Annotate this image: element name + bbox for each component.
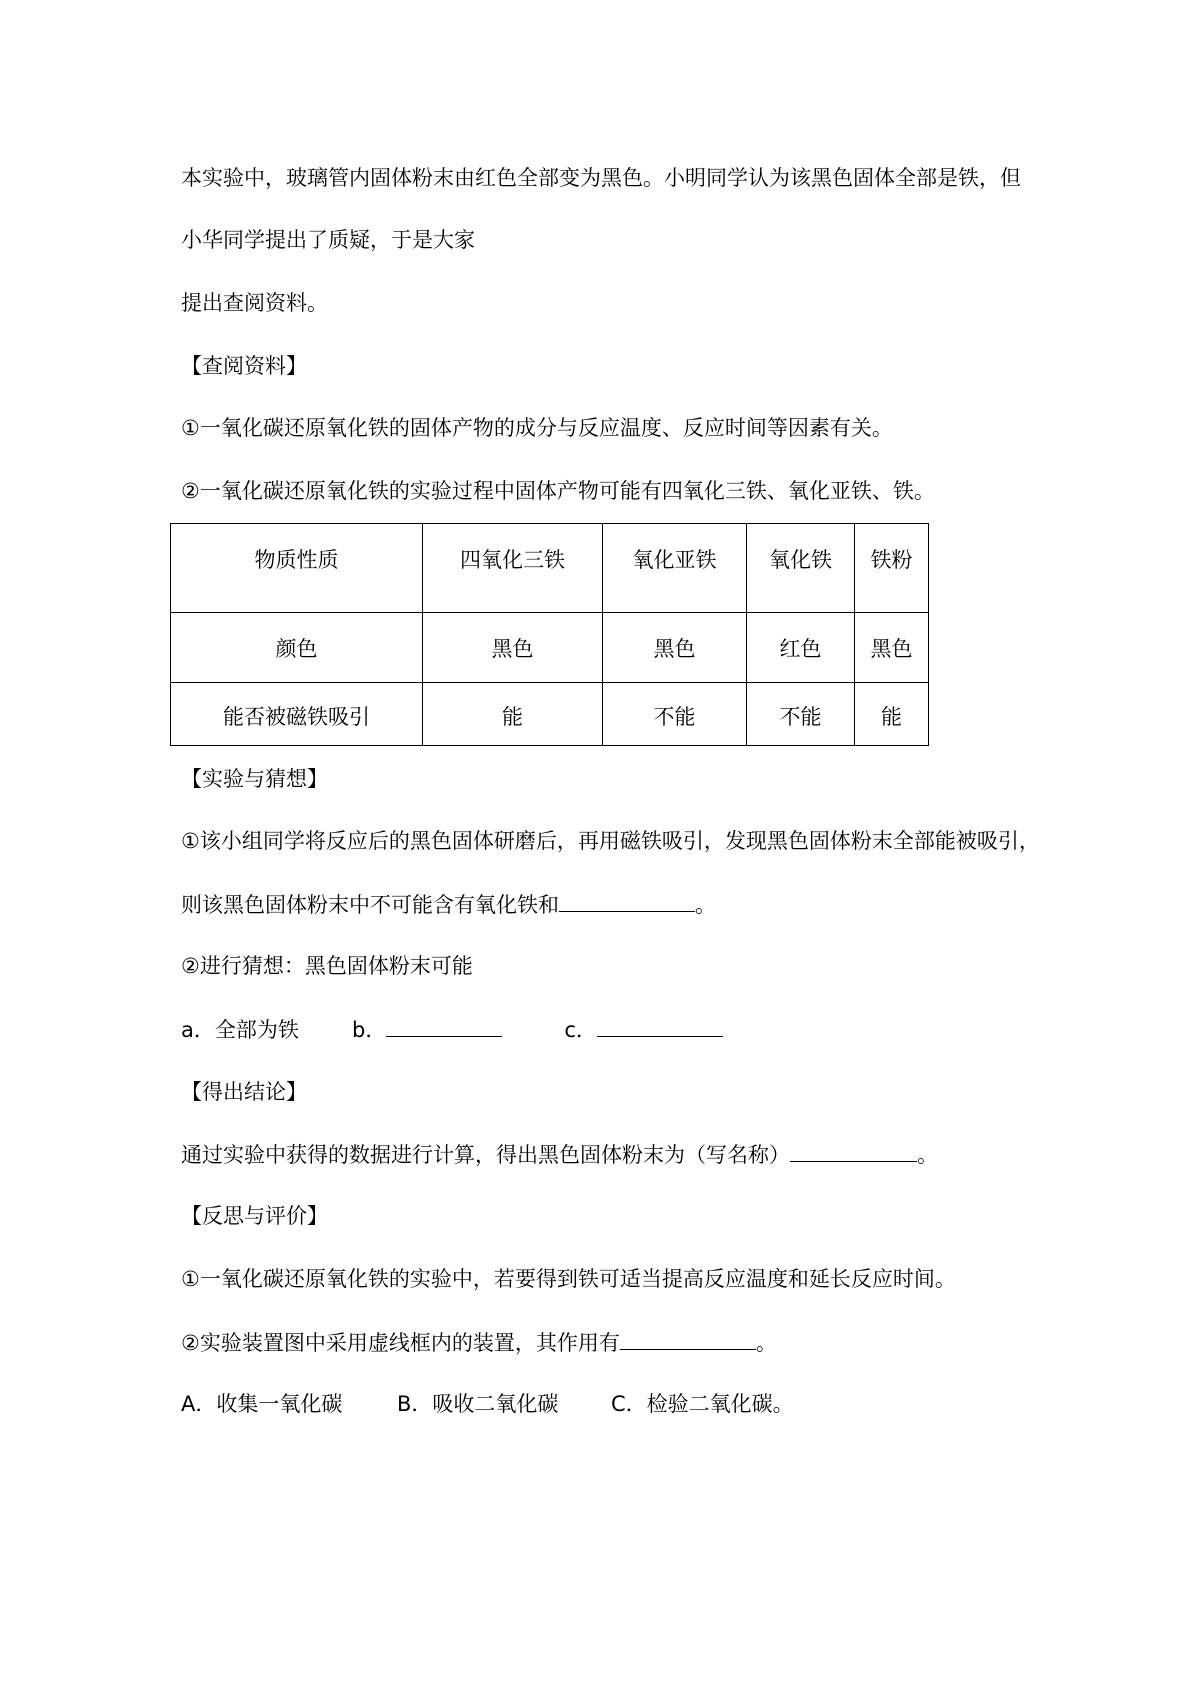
answer-blank[interactable] — [620, 1328, 756, 1350]
table-cell: 能 — [423, 683, 603, 746]
experiment-heading: 【实验与猜想】 — [181, 767, 328, 791]
table-cell: 黑色 — [603, 613, 747, 683]
intro-line-2: 小华同学提出了质疑，于是大家 — [181, 228, 475, 252]
properties-table — [170, 523, 929, 746]
reflection-item-1: ①一氧化碳还原氧化铁的实验中，若要得到铁可适当提高反应温度和延长反应时间。 — [181, 1267, 956, 1291]
guess-a: a．全部为铁 — [181, 1018, 299, 1042]
conclusion-text — [181, 1140, 938, 1168]
experiment-item-1-line-1: ①该小组同学将反应后的黑色固体研磨后，再用磁铁吸引，发现黑色固体粉末全部能被吸引， — [181, 829, 1040, 853]
punctuation: 。 — [695, 893, 716, 917]
reflection-item-2-text: ②实验装置图中采用虚线框内的装置，其作用有 — [181, 1331, 620, 1355]
guess-options — [181, 1015, 723, 1043]
punctuation: 。 — [917, 1143, 938, 1167]
table-header-cell: 铁粉 — [855, 524, 929, 613]
answer-blank[interactable] — [790, 1140, 917, 1162]
answer-blank[interactable] — [559, 890, 695, 912]
table-cell: 能否被磁铁吸引 — [171, 683, 423, 746]
table-header-cell: 氧化亚铁 — [603, 524, 747, 613]
experiment-item-2: ②进行猜想：黑色固体粉末可能 — [181, 954, 473, 978]
table-header-cell: 氧化铁 — [747, 524, 855, 613]
table-cell: 不能 — [747, 683, 855, 746]
table-header-row — [171, 524, 929, 613]
table-cell: 不能 — [603, 683, 747, 746]
table-cell: 红色 — [747, 613, 855, 683]
conclusion-heading: 【得出结论】 — [181, 1080, 307, 1104]
lookup-item-2: ②一氧化碳还原氧化铁的实验过程中固体产物可能有四氧化三铁、氧化亚铁、铁。 — [181, 479, 935, 503]
reflection-heading: 【反思与评价】 — [181, 1204, 328, 1228]
table-cell: 颜色 — [171, 613, 423, 683]
guess-b-label: b． — [352, 1018, 387, 1042]
lookup-item-1: ①一氧化碳还原氧化铁的固体产物的成分与反应温度、反应时间等因素有关。 — [181, 416, 893, 440]
reflection-options — [181, 1390, 794, 1418]
table-cell: 黑色 — [423, 613, 603, 683]
table-row — [171, 613, 929, 683]
option-b: B．吸收二氧化碳 — [397, 1392, 559, 1416]
answer-blank[interactable] — [597, 1015, 723, 1037]
lookup-heading: 【查阅资料】 — [181, 354, 307, 378]
option-c: C．检验二氧化碳。 — [611, 1392, 794, 1416]
conclusion-prefix: 通过实验中获得的数据进行计算，得出黑色固体粉末为（写名称） — [181, 1143, 790, 1167]
table-cell: 黑色 — [855, 613, 929, 683]
guess-c-label: c． — [564, 1018, 597, 1042]
experiment-item-1-text: 则该黑色固体粉末中不可能含有氧化铁和 — [181, 893, 559, 917]
intro-line-1: 本实验中，玻璃管内固体粉末由红色全部变为黑色。小明同学认为该黑色固体全部是铁，但 — [181, 166, 1021, 190]
table-header-cell: 物质性质 — [171, 524, 423, 613]
punctuation: 。 — [755, 1331, 777, 1355]
table-cell: 能 — [855, 683, 929, 746]
experiment-item-1-line-2 — [181, 890, 716, 918]
reflection-item-2 — [181, 1328, 777, 1356]
table-row — [171, 683, 929, 746]
table-header-cell: 四氧化三铁 — [423, 524, 603, 613]
option-a: A．收集一氧化碳 — [181, 1392, 343, 1416]
intro-line-3: 提出查阅资料。 — [181, 291, 328, 315]
answer-blank[interactable] — [386, 1015, 502, 1037]
